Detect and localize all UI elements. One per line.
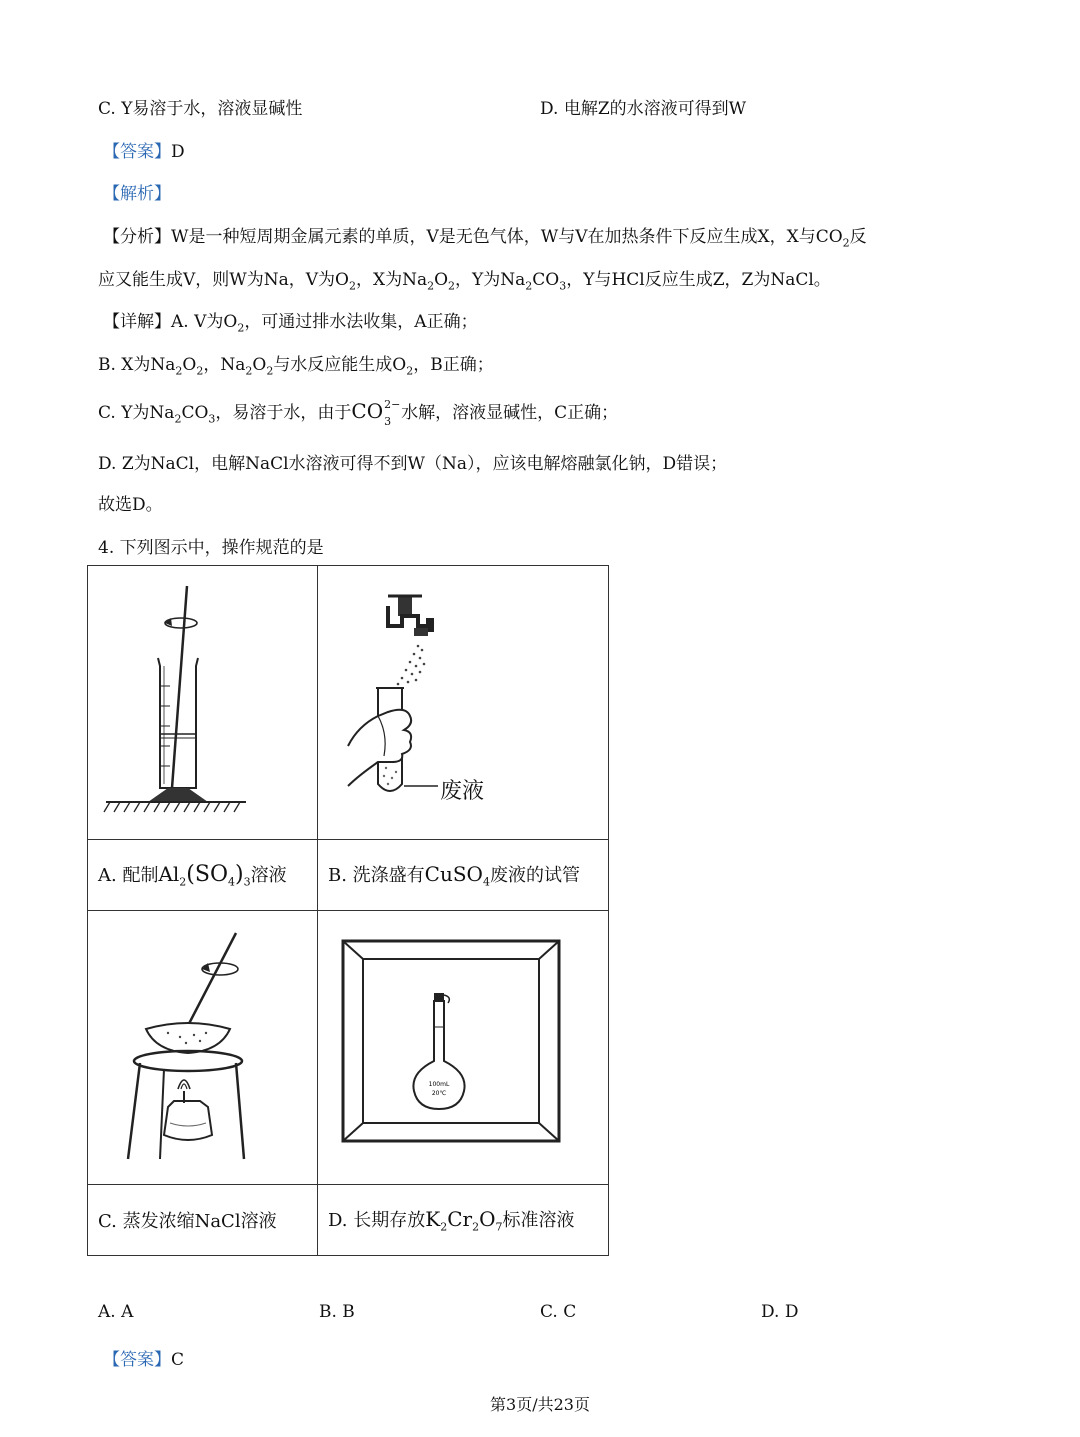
answer-tag: 【答案】 — [103, 142, 171, 162]
subscript: 2 — [237, 321, 245, 335]
subscript: 2 — [448, 279, 456, 293]
figure-a-cell — [88, 566, 318, 840]
detail-text: 与水反应能生成O — [273, 355, 407, 375]
subscript: 2 — [266, 364, 274, 378]
q3-option-c: C. Y易溶于水，溶液显碱性 — [98, 99, 303, 119]
subscript: 2 — [196, 364, 204, 378]
subscript: 2 — [525, 279, 533, 293]
flask-temperature-label: 20℃ — [431, 1090, 447, 1097]
caption-c — [88, 1185, 318, 1256]
q3-conclusion: 故选D。 — [98, 495, 163, 515]
subscript: 2 — [174, 412, 182, 426]
q4-stem: 4. 下列图示中，操作规范的是 — [98, 538, 324, 558]
detail-text: A. V为O — [171, 312, 238, 332]
subscript: 3 — [559, 279, 567, 293]
subscript: 2 — [179, 875, 187, 889]
q3-detail-b — [98, 350, 494, 377]
fenxi-text: W是一种短周期金属元素的单质，V是无色气体，W与V在加热条件下反应生成X，X与CO — [171, 227, 843, 247]
detail-text: O — [182, 355, 197, 375]
subscript: 2 — [175, 364, 183, 378]
caption-text: D. 长期存放 — [328, 1210, 426, 1232]
detail-text: ，Na — [203, 355, 246, 375]
caption-text: 标准溶液 — [502, 1210, 575, 1232]
fenxi-text: 反 — [849, 227, 867, 247]
subscript: 2 — [427, 279, 435, 293]
waste-liquid-label: 废液 — [440, 779, 485, 804]
subscript: 2 — [406, 364, 414, 378]
subscript: 2 — [440, 1220, 448, 1234]
volumetric-flask-window-figure — [318, 911, 608, 1179]
detail-text: ，B正确； — [413, 355, 494, 375]
q4-answer — [103, 1345, 184, 1370]
detail-text: C. Y为Na — [98, 403, 175, 423]
subscript: 2 — [472, 1220, 480, 1234]
caption-text: A. 配制 — [98, 865, 159, 887]
figure-d-cell — [318, 911, 609, 1185]
q3-detail-c — [98, 397, 619, 428]
caption-text: C. 蒸发浓缩NaCl溶液 — [98, 1211, 277, 1232]
detail-text: ，可通过排水法收集，A正确； — [244, 312, 478, 332]
caption-text: 废液的试管 — [489, 865, 580, 887]
q4-option-d: D. D — [761, 1302, 799, 1322]
detail-tag: 【详解】 — [103, 312, 171, 332]
answer-value: D — [171, 142, 185, 162]
detail-text: 水解，溶液显碱性，C正确； — [401, 403, 619, 423]
fenxi-text: ，Y与HCl反应生成Z，Z为NaCl。 — [566, 270, 831, 290]
superscript: 2− — [384, 397, 401, 411]
detail-text: B. X为Na — [98, 355, 176, 375]
q3-detail-d: D. Z为NaCl，电解NaCl水溶液可得不到W（Na），应该电解熔融氯化钠，D错误； — [98, 454, 728, 474]
caption-text: 溶液 — [250, 865, 287, 887]
fenxi-text: CO — [532, 270, 560, 290]
fenxi-text: ，Y为Na — [455, 270, 526, 290]
caption-text: B. 洗涤盛有 — [328, 865, 425, 887]
caption-b — [318, 840, 609, 911]
q3-answer — [103, 137, 185, 162]
subscript: 2 — [348, 279, 356, 293]
formula: Al — [158, 862, 180, 887]
formula: (SO — [186, 862, 228, 888]
q4-option-b: B. B — [319, 1302, 355, 1322]
subscript: 3 — [208, 412, 216, 426]
subscript: 3 — [384, 414, 392, 428]
formula: ) — [235, 862, 244, 888]
fenxi-text: ，X为Na — [355, 270, 428, 290]
subscript: 2 — [245, 364, 253, 378]
subscript: 3 — [243, 875, 251, 889]
answer-value: C — [171, 1350, 185, 1370]
q3-detail-a — [103, 307, 478, 334]
figure-b-cell — [318, 566, 609, 840]
carbonate-scripts — [383, 397, 401, 428]
fenxi-text: O — [434, 270, 449, 290]
fenxi-tag: 【分析】 — [103, 227, 171, 247]
detail-text: CO — [181, 403, 209, 423]
subscript: 4 — [228, 875, 235, 889]
q4-option-a: A. A — [98, 1302, 134, 1322]
subscript: 7 — [495, 1220, 503, 1234]
flask-capacity-label: 100mL — [428, 1081, 450, 1088]
q3-option-d: D. 电解Z的水溶液可得到W — [540, 99, 747, 119]
formula: O — [479, 1207, 496, 1232]
carbonate-formula: CO — [351, 399, 384, 423]
q4-figure-table — [87, 565, 609, 1256]
caption-a — [88, 840, 318, 911]
formula: K — [425, 1207, 441, 1232]
formula: Cr — [447, 1207, 473, 1232]
caption-d — [318, 1185, 609, 1256]
subscript: 4 — [482, 875, 490, 889]
answer-tag: 【答案】 — [103, 1350, 171, 1370]
evaporating-dish-figure — [88, 911, 317, 1179]
detail-text: ，易溶于水，由于 — [215, 403, 352, 423]
fenxi-text: 应又能生成V，则W为Na，V为O — [98, 270, 349, 290]
detail-text: O — [252, 355, 267, 375]
q3-fenxi-line2 — [98, 265, 831, 292]
figure-c-cell — [88, 911, 318, 1185]
q3-fenxi-line1 — [103, 222, 867, 249]
q3-jiexi — [103, 179, 171, 204]
subscript: 2 — [842, 236, 850, 250]
formula: CuSO — [424, 862, 483, 887]
jiexi-tag: 【解析】 — [103, 184, 171, 204]
q4-option-c: C. C — [540, 1302, 577, 1322]
page-footer: 第3页/共23页 — [490, 1395, 590, 1414]
graduated-cylinder-figure — [88, 566, 317, 834]
